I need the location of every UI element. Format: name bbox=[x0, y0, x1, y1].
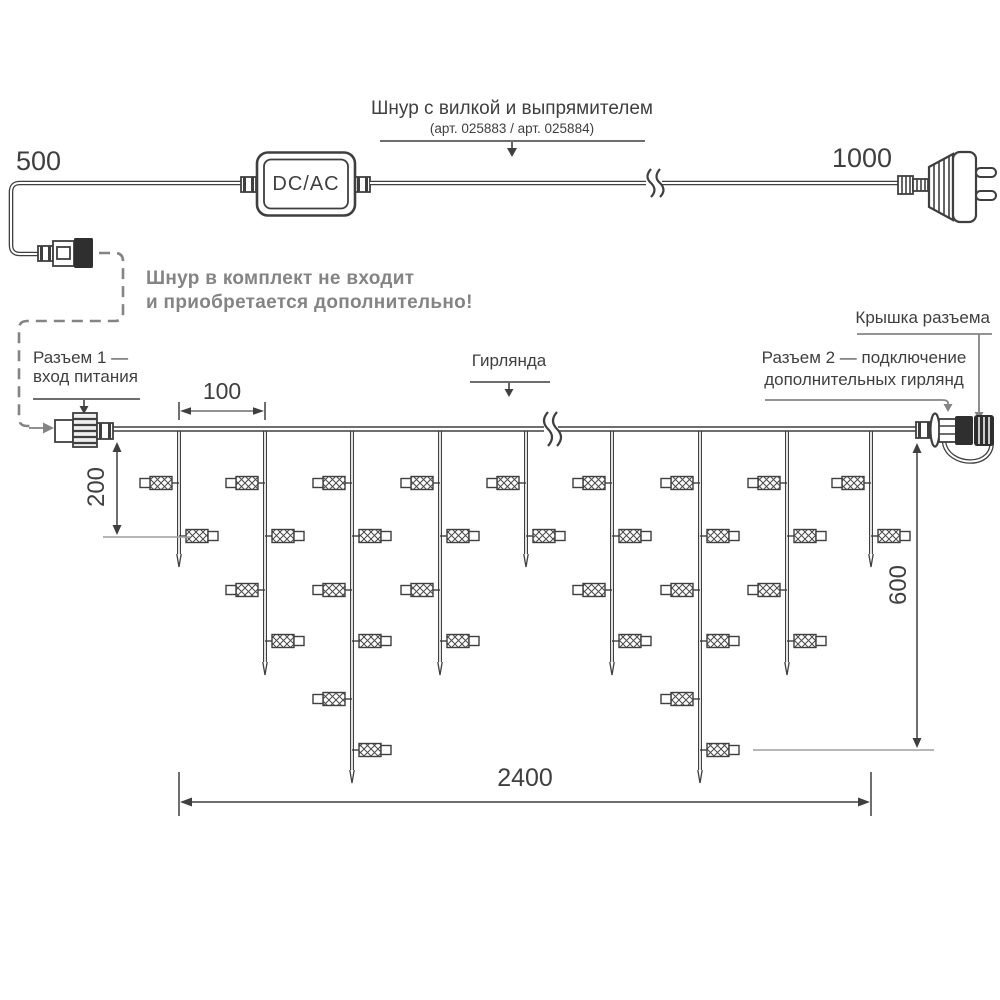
wire-break-icon bbox=[544, 412, 561, 446]
lamp-cap bbox=[208, 532, 218, 541]
drop-tip bbox=[698, 770, 702, 783]
cord-title: Шнур с вилкой и выпрямителем bbox=[371, 98, 653, 119]
lamp bbox=[323, 693, 345, 706]
dim-500-label: 500 bbox=[16, 146, 62, 176]
mains-plug bbox=[898, 152, 996, 222]
lamp bbox=[842, 477, 864, 490]
lamp bbox=[583, 584, 605, 597]
dim-200-label: 200 bbox=[83, 466, 110, 508]
lamp-cap bbox=[487, 479, 497, 488]
dcac-label: DC/AC bbox=[272, 173, 340, 195]
lamp bbox=[323, 477, 345, 490]
lamp-cap bbox=[573, 479, 583, 488]
lamp-cap bbox=[381, 637, 391, 646]
cap-label: Крышка разъема bbox=[855, 308, 990, 327]
lamp-cap bbox=[573, 586, 583, 595]
connector1-label-leader bbox=[33, 399, 140, 414]
lamp-cap bbox=[729, 746, 739, 755]
lamp-cap bbox=[294, 637, 304, 646]
lamp-cap bbox=[900, 532, 910, 541]
lamp-cap bbox=[140, 479, 150, 488]
lamp bbox=[758, 477, 780, 490]
lamp-cap bbox=[816, 637, 826, 646]
lamp-cap bbox=[832, 479, 842, 488]
lamp bbox=[272, 635, 294, 648]
lamp-cap bbox=[641, 532, 651, 541]
lamp-cap bbox=[748, 586, 758, 595]
drop-tip bbox=[438, 662, 442, 675]
lamp bbox=[794, 635, 816, 648]
power-cord-left-segment bbox=[11, 183, 241, 254]
lamp bbox=[411, 584, 433, 597]
lamp bbox=[323, 584, 345, 597]
note-line1: Шнур в комплект не входит bbox=[146, 268, 415, 289]
garland-drops bbox=[140, 430, 910, 783]
lamp-cap bbox=[401, 586, 411, 595]
lamp bbox=[359, 744, 381, 757]
garland-label-leader bbox=[470, 382, 550, 397]
lamp-cap bbox=[816, 532, 826, 541]
lamp bbox=[533, 530, 555, 543]
lamp bbox=[272, 530, 294, 543]
lamp-cap bbox=[661, 479, 671, 488]
dim-2400-label: 2400 bbox=[497, 764, 553, 792]
lamp bbox=[671, 477, 693, 490]
drop-tip bbox=[869, 554, 873, 567]
lamp-cap bbox=[729, 637, 739, 646]
drop-tip bbox=[177, 554, 181, 567]
lamp bbox=[236, 584, 258, 597]
cord-subtitle: (арт. 025883 / арт. 025884) bbox=[429, 121, 595, 136]
dim-1000-label: 1000 bbox=[832, 143, 893, 173]
lamp-cap bbox=[469, 637, 479, 646]
dashed-leader-path bbox=[19, 253, 123, 434]
lamp-cap bbox=[381, 746, 391, 755]
connector1-label-line2: вход питания bbox=[33, 367, 138, 386]
lamp bbox=[794, 530, 816, 543]
lamp bbox=[707, 530, 729, 543]
drop-tip bbox=[610, 662, 614, 675]
lamp bbox=[707, 744, 729, 757]
lamp bbox=[447, 530, 469, 543]
connector2-label-leader bbox=[765, 400, 953, 412]
lamp-cap bbox=[661, 586, 671, 595]
lamp-cap bbox=[381, 532, 391, 541]
lamp bbox=[447, 635, 469, 648]
lamp bbox=[758, 584, 780, 597]
lamp bbox=[619, 530, 641, 543]
lamp-cap bbox=[555, 532, 565, 541]
lamp-cap bbox=[469, 532, 479, 541]
lamp bbox=[359, 530, 381, 543]
cord-break-icon bbox=[648, 169, 664, 197]
lamp bbox=[497, 477, 519, 490]
connector1-label-line1: Разъем 1 — bbox=[33, 348, 129, 367]
lamp-cap bbox=[226, 479, 236, 488]
lamp-cap bbox=[313, 695, 323, 704]
note-line2: и приобретается дополнительно! bbox=[146, 292, 473, 313]
lamp bbox=[707, 635, 729, 648]
dimension-200 bbox=[103, 442, 190, 537]
lamp bbox=[186, 530, 208, 543]
lamp bbox=[671, 584, 693, 597]
drop-tip bbox=[263, 662, 267, 675]
lamp-cap bbox=[748, 479, 758, 488]
connector-1 bbox=[55, 413, 113, 447]
garland-label: Гирлянда bbox=[471, 351, 547, 370]
lamp bbox=[411, 477, 433, 490]
cord-title-leader bbox=[380, 141, 645, 157]
connector2-label-line1: Разъем 2 — подключение bbox=[761, 348, 967, 367]
lamp-cap bbox=[313, 479, 323, 488]
connector2-label-line2: дополнительных гирлянд bbox=[764, 370, 964, 389]
drop-tip bbox=[350, 770, 354, 783]
drop-tip bbox=[785, 662, 789, 675]
connector-2 bbox=[916, 414, 973, 447]
lamp bbox=[150, 477, 172, 490]
lamp-cap bbox=[226, 586, 236, 595]
adapter-output-connector bbox=[38, 238, 93, 268]
lamp-cap bbox=[641, 637, 651, 646]
lamp bbox=[583, 477, 605, 490]
drop-tip bbox=[524, 554, 528, 567]
lamp bbox=[671, 693, 693, 706]
lamp-cap bbox=[729, 532, 739, 541]
lamp-cap bbox=[661, 695, 671, 704]
dim-100-label: 100 bbox=[202, 378, 242, 404]
dim-600-label: 600 bbox=[885, 564, 912, 606]
connector-cap bbox=[974, 415, 994, 446]
lamp bbox=[619, 635, 641, 648]
lamp-cap bbox=[401, 479, 411, 488]
lamp bbox=[878, 530, 900, 543]
lamp-cap bbox=[294, 532, 304, 541]
lamp bbox=[359, 635, 381, 648]
lamp bbox=[236, 477, 258, 490]
lamp-cap bbox=[313, 586, 323, 595]
